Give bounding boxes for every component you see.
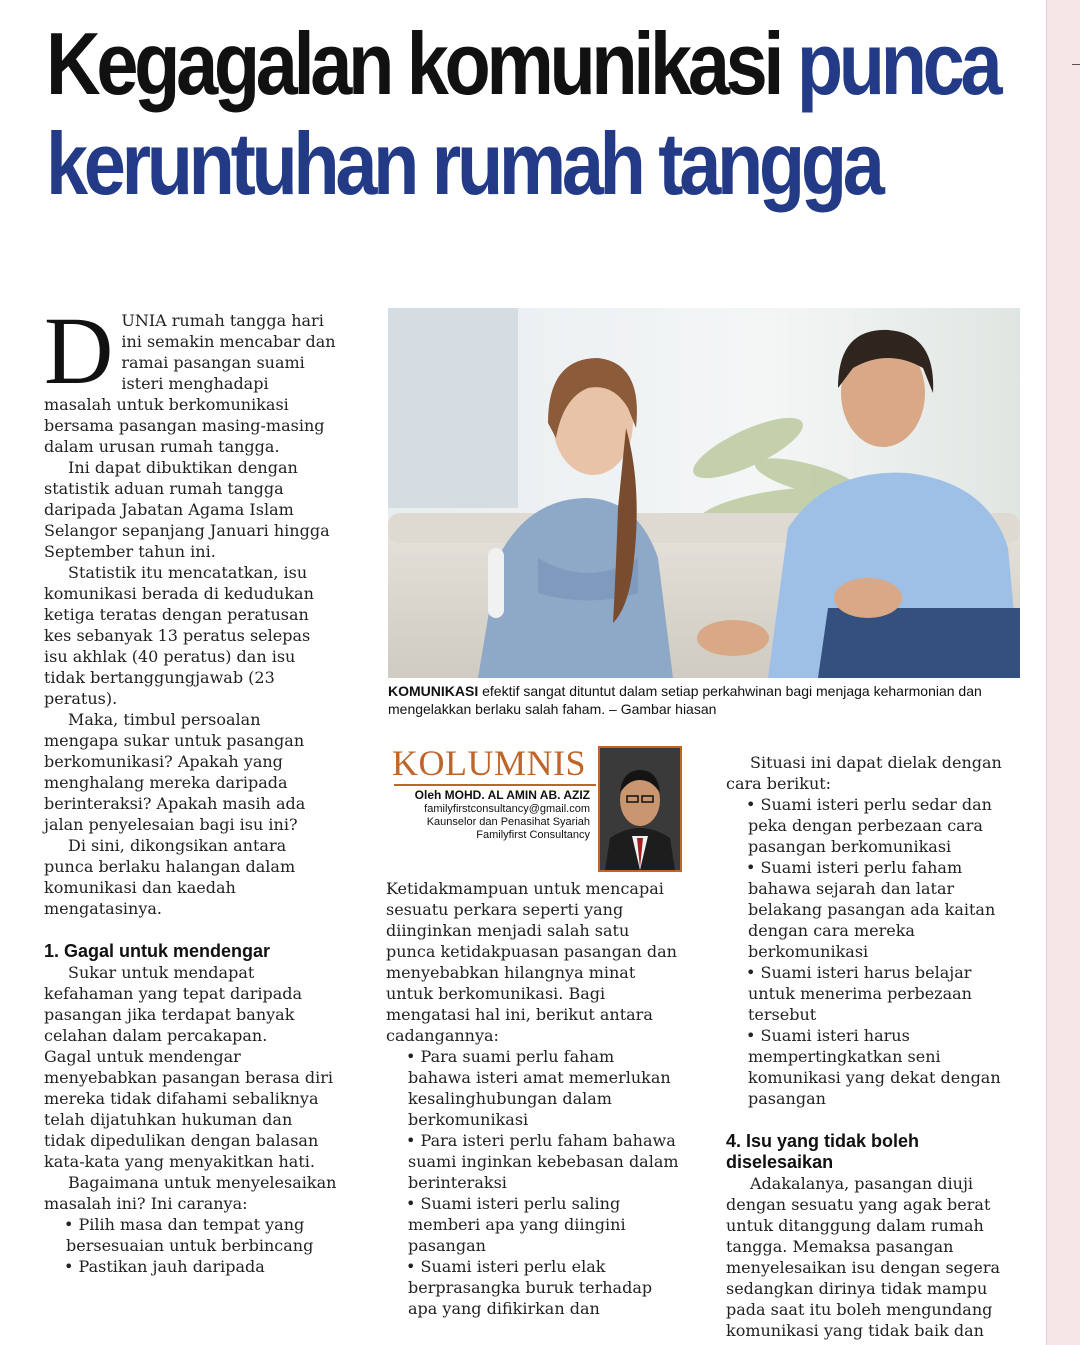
author-info: [380, 788, 590, 842]
article-column-3: [726, 752, 1022, 1341]
article-column-2: [386, 878, 682, 1319]
caption-text: efektif sangat dituntut dalam setiap perkahwinan bagi menjaga keharmonian dan mengelakkan berlaku salah faham. – Gambar hiasan: [388, 683, 982, 717]
subheading: 4. Isu yang tidak boleh diselesaikan: [726, 1131, 920, 1172]
caption-lead: KOMUNIKASI: [388, 683, 479, 699]
kolumnis-title: KOLUMNIS: [392, 743, 587, 783]
article-column-1: [44, 297, 338, 1277]
author-name: Oleh MOHD. AL AMIN AB. AZIZ: [414, 788, 590, 802]
photo-caption: [388, 682, 1028, 718]
paragraph: UNIA rumah tangga hari ini semakin mencabar dan ramai pasangan suami isteri menghadapi masalah untuk berkomunikasi bersama pasangan masing-masing dalam urusan rumah tangga.: [44, 311, 336, 456]
adjacent-page-edge: [1046, 0, 1080, 1345]
subheading: 1. Gagal untuk mendengar: [44, 941, 271, 961]
bullet-item: • Para suami perlu faham bahawa isteri amat memerlukan kesalinghubungan dalam berkomunikasi: [406, 1047, 671, 1129]
bullet-item: • Pastikan jauh daripada: [64, 1257, 265, 1276]
paragraph: Ini dapat dibuktikan dengan statistik aduan rumah tangga daripada Jabatan Agama Islam Selangor sepanjang Januari hingga September tahun ini.: [44, 458, 330, 561]
paragraph: Statistik itu mencatatkan, isu komunikasi berada di kedudukan ketiga teratas dengan peratusan kes sebanyak 13 peratus selepas isu akhlak (40 peratus) dan isu tidak bertanggungjawab (23 peratus).: [44, 563, 314, 708]
author-portrait-icon: [600, 748, 680, 870]
author-photo: [598, 746, 682, 872]
paragraph: Adakalanya, pasangan diuji dengan sesuatu yang agak berat untuk ditanggung dalam rumah tangga. Memaksa pasangan menyelesaikan isu dengan segera sedangkan dirinya tidak mampu pada saat itu boleh mengundang komunikasi yang tidak baik dan: [726, 1174, 1001, 1340]
kolumnis-rule: [394, 784, 596, 786]
bullet-item: • Suami isteri perlu sedar dan peka dengan perbezaan cara pasangan berkomunikasi: [746, 795, 992, 856]
paragraph: Di sini, dikongsikan antara punca berlaku halangan dalam komunikasi dan kaedah mengatasinya.: [44, 836, 296, 918]
author-email: familyfirstconsultancy@gmail.com: [424, 803, 590, 815]
paragraph: Maka, timbul persoalan mengapa sukar untuk pasangan berkomunikasi? Apakah yang menghalang mereka daripada berinteraksi? Apakah masih ada jalan penyelesaian bagi isu ini?: [44, 710, 306, 834]
bullet-item: • Suami isteri perlu saling memberi apa yang diingini pasangan: [406, 1194, 626, 1255]
bullet-item: • Suami isteri perlu elak berprasangka buruk terhadap apa yang difikirkan dan: [406, 1257, 653, 1318]
article-photo: [388, 308, 1020, 678]
bullet-item: • Suami isteri harus belajar untuk menerima perbezaan tersebut: [746, 963, 972, 1024]
author-role: Kaunselor dan Penasihat Syariah: [426, 816, 590, 828]
headline-line2: keruntuhan rumah tangga: [46, 114, 881, 213]
kolumnis-box: [392, 744, 682, 870]
paragraph: Ketidakmampuan untuk mencapai sesuatu perkara seperti yang diinginkan menjadi salah satu punca ketidakpuasan pasangan dan menyebabkan hilangnya minat untuk berkomunikasi. Bagi mengatasi hal ini, berikut antara cadangannya:: [386, 879, 677, 1045]
bullet-item: • Suami isteri harus mempertingkatkan seni komunikasi yang dekat dengan pasangan: [746, 1026, 1001, 1108]
author-company: Familyfirst Consultancy: [476, 829, 590, 841]
bullet-item: • Para isteri perlu faham bahawa suami inginkan kebebasan dalam berinteraksi: [406, 1131, 679, 1192]
bullet-item: • Pilih masa dan tempat yang bersesuaian untuk berbincang: [64, 1215, 314, 1255]
drop-cap: D: [44, 297, 114, 404]
paragraph: Gagal untuk mendengar menyebabkan pasangan berasa diri mereka tidak difahami sebaliknya telah dijatuhkan hukuman dan tidak dipedulikan dengan balasan kata-kata yang menyakitkan hati.: [44, 1047, 333, 1171]
paragraph: Situasi ini dapat dielak dengan cara berikut:: [726, 753, 1002, 793]
couple-illustration: [388, 308, 1020, 678]
paragraph: Bagaimana untuk menyelesaikan masalah ini? Ini caranya:: [44, 1173, 337, 1213]
headline-part1: Kegagalan komunikasi: [46, 14, 797, 113]
headline: [46, 14, 999, 214]
edge-tick: [1072, 64, 1080, 65]
paragraph: Sukar untuk mendapat kefahaman yang tepat daripada pasangan jika terdapat banyak celahan dalam percakapan.: [44, 963, 303, 1045]
bullet-item: • Suami isteri perlu faham bahawa sejarah dan latar belakang pasangan ada kaitan dengan cara mereka berkomunikasi: [746, 858, 996, 961]
headline-part2: punca: [796, 14, 999, 113]
